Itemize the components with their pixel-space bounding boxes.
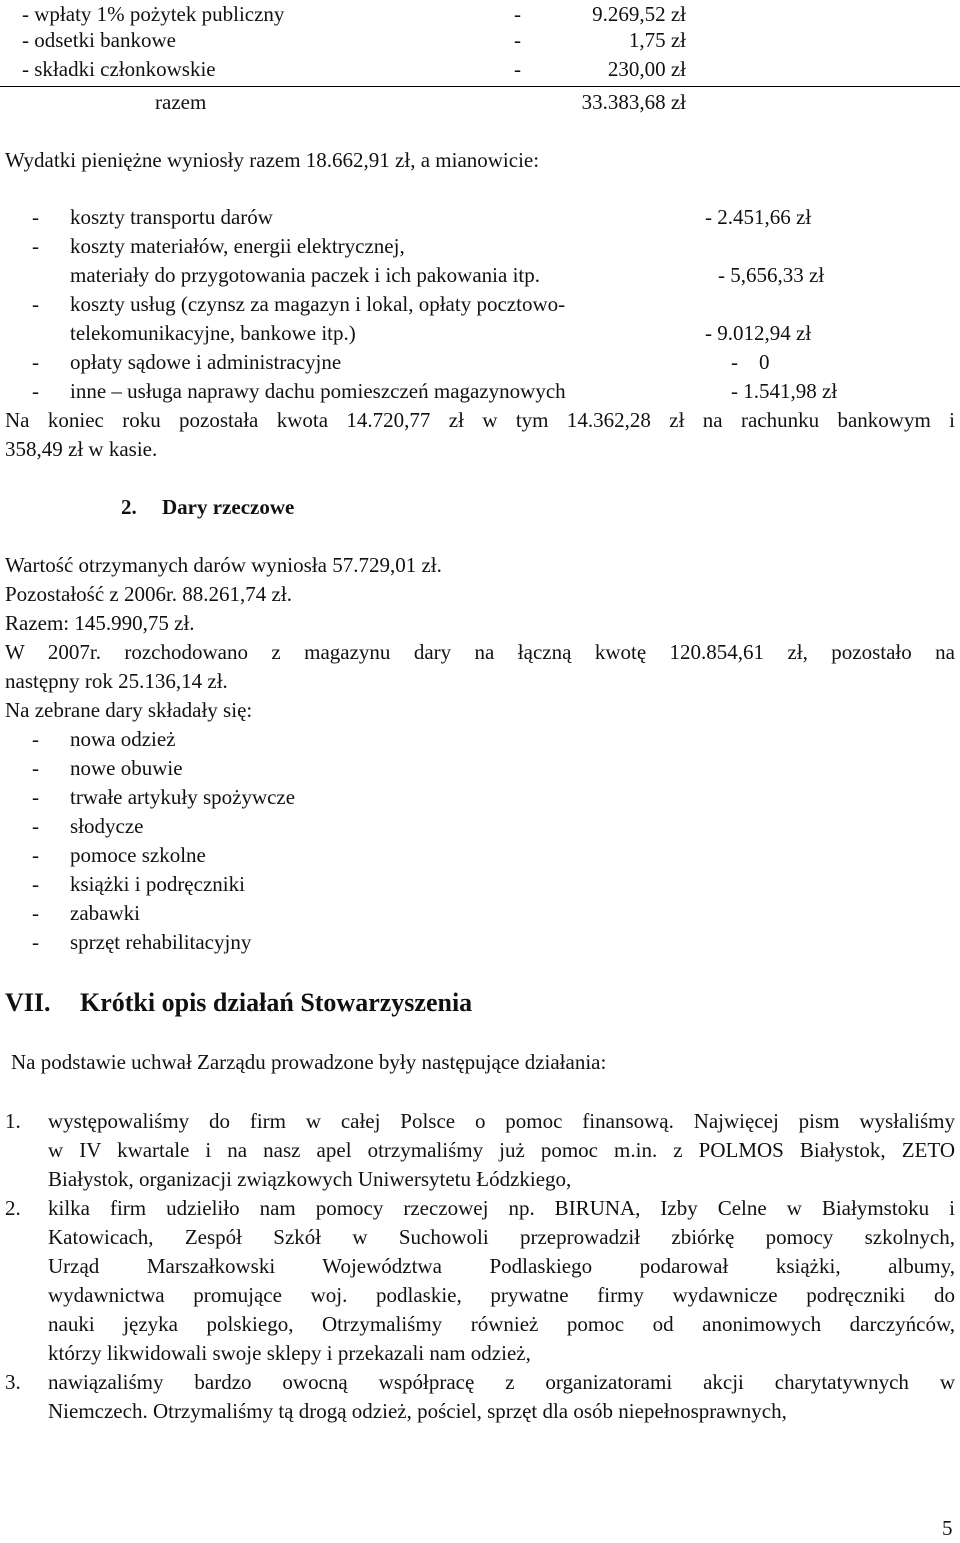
income-amount-1: 9.269,52 zł — [592, 2, 686, 26]
donations-issued-line-1: W 2007r. rozchodowano z magazynu dary na łączną kwotę 120.854,61 zł, pozostało na — [5, 640, 955, 664]
expense-amount-5: - 1.541,98 zł — [731, 379, 838, 403]
activity-2-line-6: którzy likwidowali swoje sklepy i przekazali nam odzież, — [48, 1341, 531, 1365]
activity-1-line-3: Białystok, organizacji związkowych Uniwersytetu Łódzkiego, — [48, 1167, 572, 1191]
list-item: pomoce szkolne — [70, 843, 206, 867]
expense-text-1: koszty transportu darów — [70, 205, 273, 229]
expense-dash-5: - — [32, 379, 39, 403]
list-item: słodycze — [70, 814, 144, 838]
expense-text-2a: koszty materiałów, energii elektrycznej, — [70, 234, 405, 258]
list-item-dash: - — [32, 930, 39, 954]
list-item: trwałe artykuły spożywcze — [70, 785, 296, 809]
list-item-dash: - — [32, 814, 39, 838]
income-label-3: - składki członkowskie — [22, 57, 216, 81]
income-label-1: - wpłaty 1% pożytek publiczny — [22, 2, 285, 26]
section-7-number: VII. — [5, 988, 51, 1017]
expenses-intro: Wydatki pieniężne wyniosły razem 18.662,91 zł, a mianowicie: — [5, 148, 540, 172]
income-total-amount: 33.383,68 zł — [581, 90, 686, 114]
expense-dash-3: - — [32, 292, 39, 316]
activity-1-line-1: występowaliśmy do firm w całej Polsce o pomoc finansową. Najwięcej pism wysłaliśmy — [48, 1109, 955, 1133]
section-7-title: Krótki opis działań Stowarzyszenia — [80, 988, 473, 1017]
page-number: 5 — [942, 1516, 953, 1540]
activity-number-1: 1. — [5, 1109, 21, 1133]
donations-issued-line-2: następny rok 25.136,14 zł. — [5, 669, 228, 693]
activity-1-line-2: w IV kwartale i na nasz apel otrzymaliśmy już pomoc m.in. z POLMOS Białystok, ZETO — [48, 1138, 955, 1162]
activity-2-line-3: Urząd Marszałkowski Województwa Podlaskiego podarował książki, albumy, — [48, 1254, 955, 1278]
activity-2-line-4: wydawnictwa promujące woj. podlaskie, prywatne firmy wydawnicze podręczniki do — [48, 1283, 955, 1307]
donations-received: Wartość otrzymanych darów wyniosła 57.729,01 zł. — [5, 553, 442, 577]
expense-amount-2: - 5,656,33 zł — [718, 263, 825, 287]
list-item: nowe obuwie — [70, 756, 183, 780]
list-item-dash: - — [32, 727, 39, 751]
section-2-number: 2. — [121, 495, 137, 519]
income-label-2: - odsetki bankowe — [22, 28, 176, 52]
expense-dash-1: - — [32, 205, 39, 229]
income-amount-2: 1,75 zł — [628, 28, 686, 52]
year-end-line-1: Na koniec roku pozostała kwota 14.720,77 zł w tym 14.362,28 zł na rachunku bankowym i — [5, 408, 955, 432]
activities-intro: Na podstawie uchwał Zarządu prowadzone były następujące działania: — [11, 1050, 607, 1074]
activity-2-line-1: kilka firm udzieliło nam pomocy rzeczowej np. BIRUNA, Izby Celne w Białymstoku i — [48, 1196, 955, 1220]
donations-total: Razem: 145.990,75 zł. — [5, 611, 195, 635]
activity-3-line-2: Niemczech. Otrzymaliśmy tą drogą odzież, pościel, sprzęt dla osób niepełnosprawnych, — [48, 1399, 787, 1423]
activity-2-line-5: nauki języka polskiego, Otrzymaliśmy również pomoc od anonimowych darczyńców, — [48, 1312, 955, 1336]
list-item: zabawki — [70, 901, 140, 925]
income-dash-1: - — [514, 2, 521, 26]
expense-amount-1: - 2.451,66 zł — [705, 205, 812, 229]
list-item: książki i podręczniki — [70, 872, 245, 896]
expense-text-2b: materiały do przygotowania paczek i ich pakowania itp. — [70, 263, 540, 287]
list-item-dash: - — [32, 756, 39, 780]
list-item-dash: - — [32, 872, 39, 896]
expense-dash-2: - — [32, 234, 39, 258]
expense-dash-4: - — [32, 350, 39, 374]
list-item-dash: - — [32, 901, 39, 925]
activity-3-line-1: nawiązaliśmy bardzo owocną współpracę z organizatorami akcji charytatywnych w — [48, 1370, 955, 1394]
activity-2-line-2: Katowicach, Zespół Szkół w Suchowoli przeprowadził zbiórkę pomocy szkolnych, — [48, 1225, 955, 1249]
list-item-dash: - — [32, 843, 39, 867]
list-item: sprzęt rehabilitacyjny — [70, 930, 252, 954]
expense-text-3a: koszty usług (czynsz za magazyn i lokal, opłaty pocztowo- — [70, 292, 566, 316]
total-divider — [0, 86, 960, 87]
expense-amount-4: - 0 — [731, 350, 770, 374]
income-amount-3: 230,00 zł — [607, 57, 686, 81]
year-end-line-2: 358,49 zł w kasie. — [5, 437, 158, 461]
list-item-dash: - — [32, 785, 39, 809]
list-item: nowa odzież — [70, 727, 176, 751]
donations-remaining: Pozostałość z 2006r. 88.261,74 zł. — [5, 582, 292, 606]
donations-consisted-of: Na zebrane dary składały się: — [5, 698, 253, 722]
activity-number-2: 2. — [5, 1196, 21, 1220]
expense-text-5: inne – usługa naprawy dachu pomieszczeń magazynowych — [70, 379, 566, 403]
section-2-title: Dary rzeczowe — [162, 495, 295, 519]
expense-amount-3: - 9.012,94 zł — [705, 321, 812, 345]
income-total-label: razem — [155, 90, 207, 114]
income-dash-3: - — [514, 57, 521, 81]
expense-text-4: opłaty sądowe i administracyjne — [70, 350, 342, 374]
activity-number-3: 3. — [5, 1370, 21, 1394]
income-dash-2: - — [514, 28, 521, 52]
expense-text-3b: telekomunikacyjne, bankowe itp.) — [70, 321, 356, 345]
